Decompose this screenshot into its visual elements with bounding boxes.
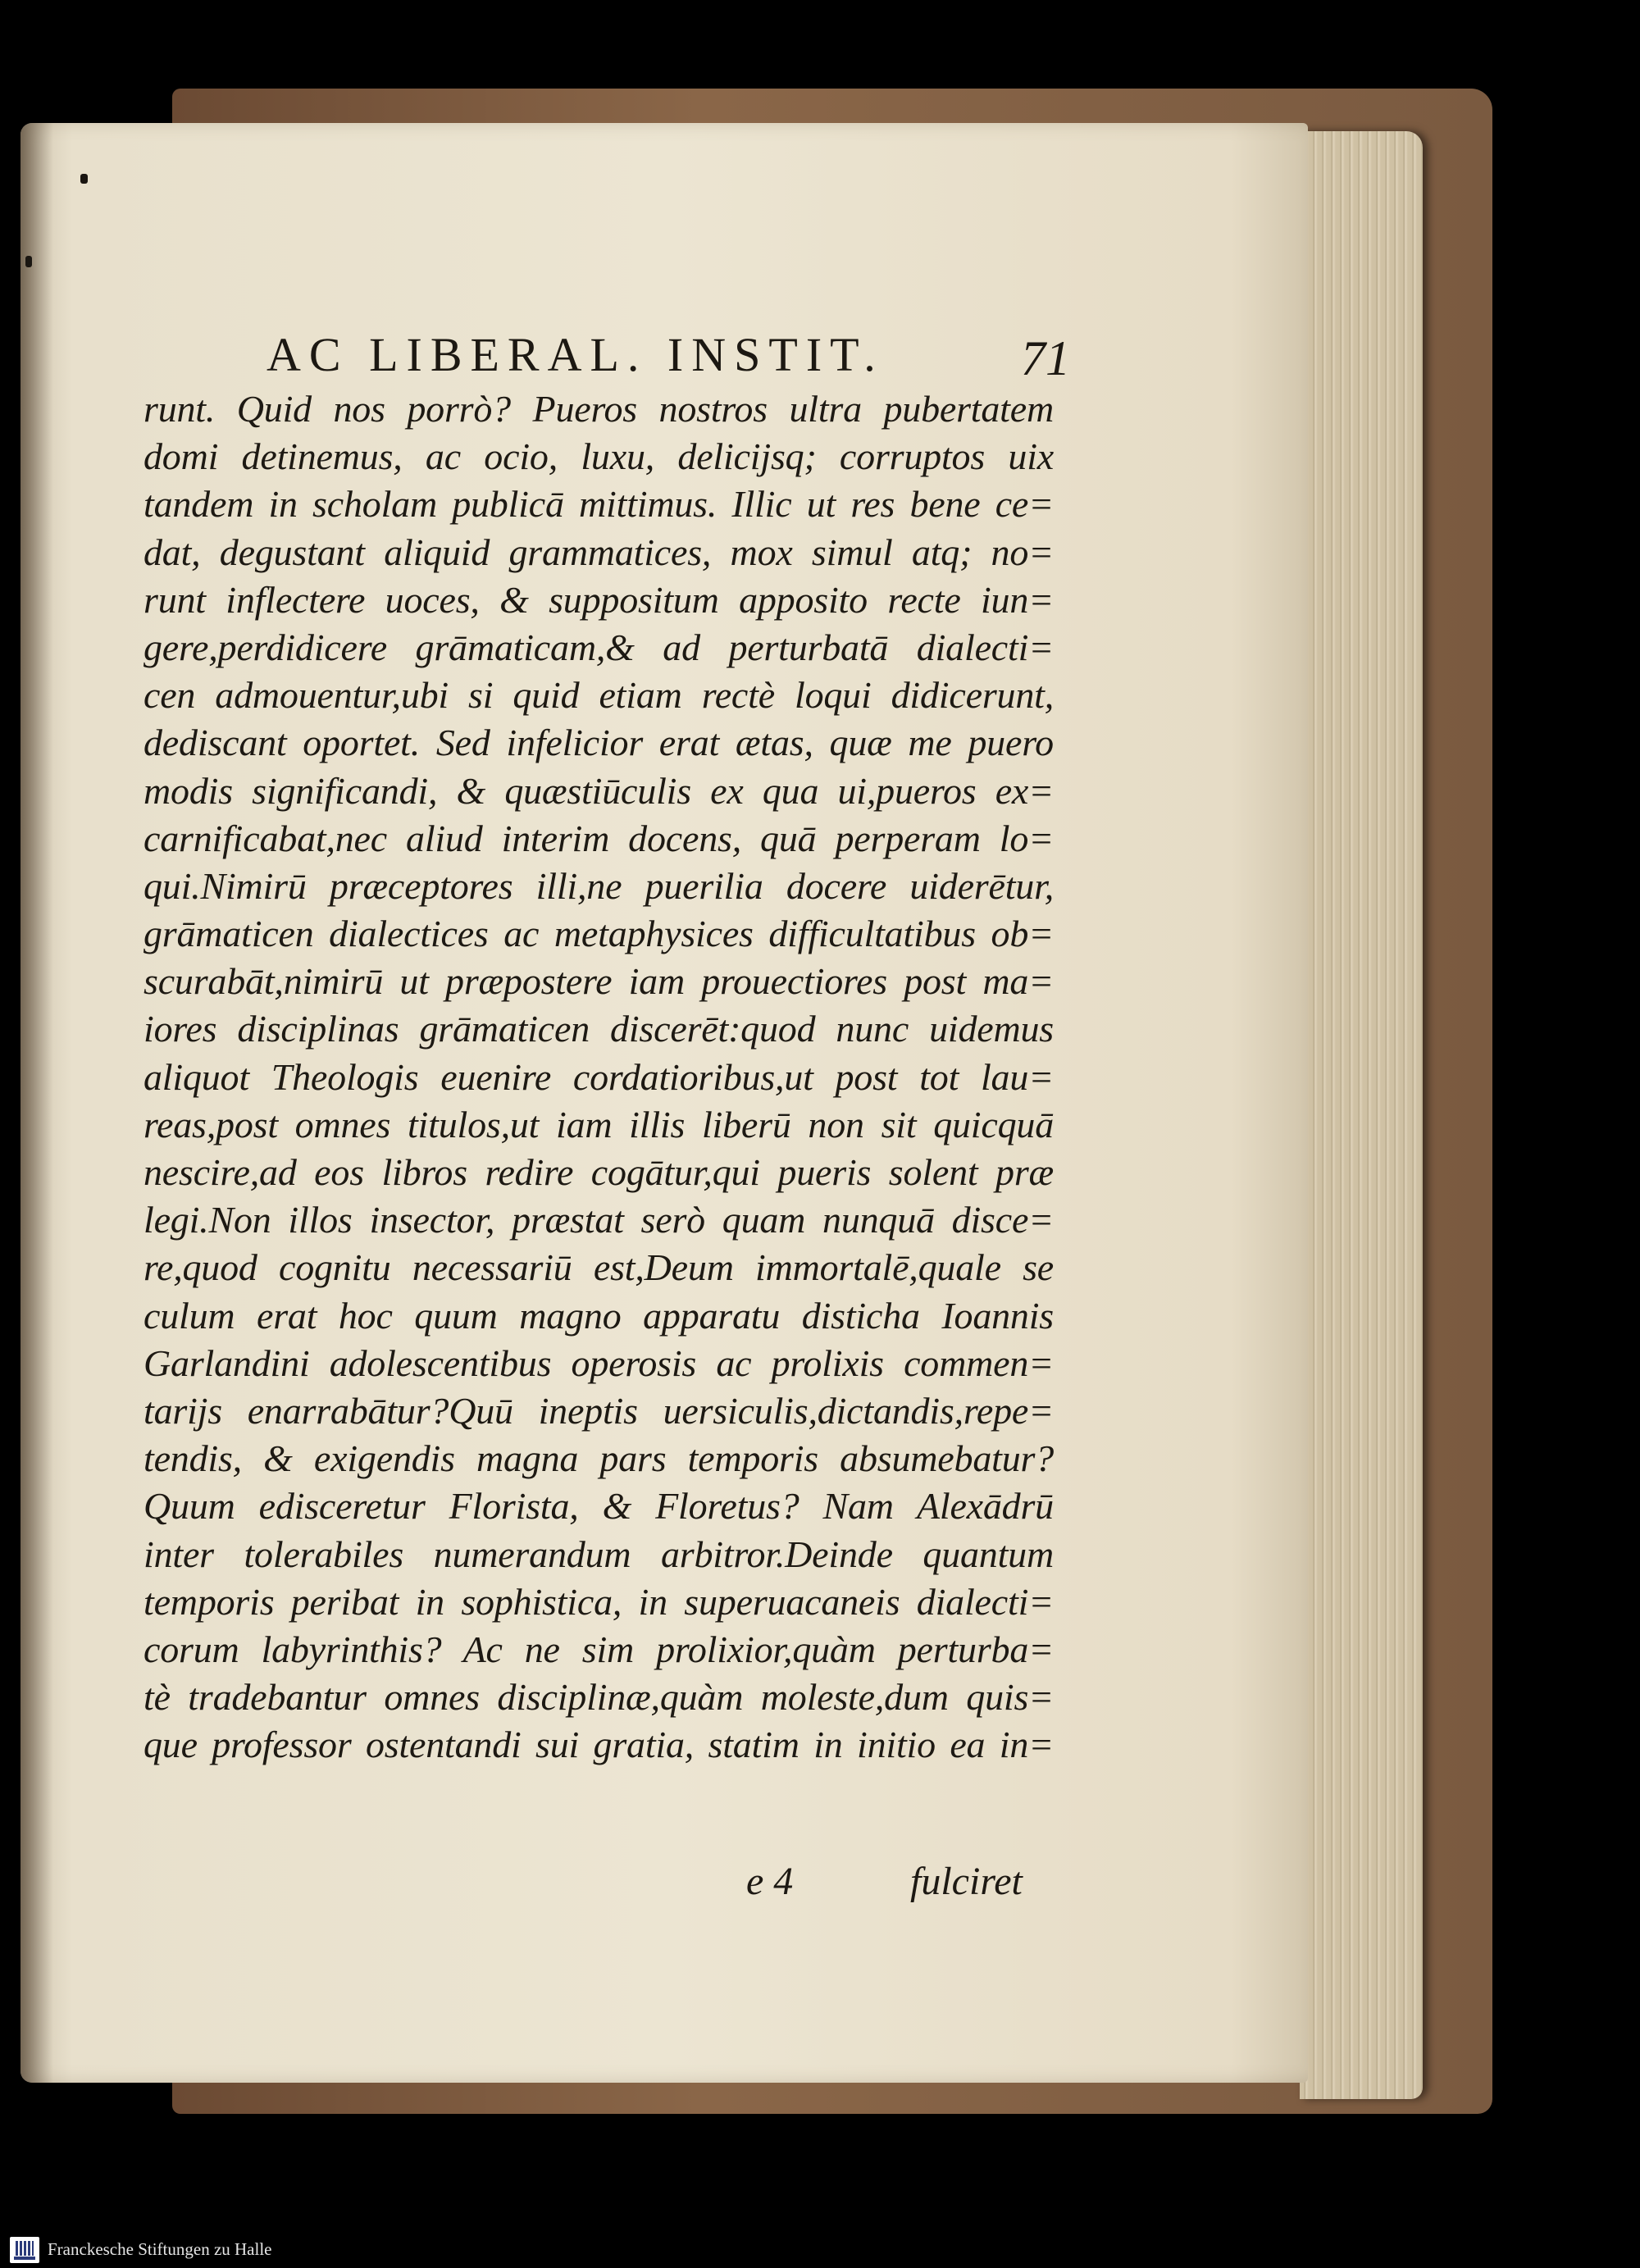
institution-logo-icon [10, 2237, 39, 2263]
text-line: temporis peribat in sophistica, in superuacaneis dialecti= [144, 1580, 1054, 1623]
institution-credit: Franckesche Stiftungen zu Halle [48, 2239, 272, 2259]
text-line: re,quod cognitu necessariū est,Deum immortalē,quale se [144, 1246, 1054, 1289]
catchword: fulciret [910, 1860, 1023, 1903]
text-line: nescire,ad eos libros redire cogātur,qui pueris solent præ [144, 1151, 1054, 1193]
text-line: tè tradebantur omnes disciplinæ,quàm moleste,dum quis= [144, 1676, 1054, 1719]
text-line: tarijs enarrabātur?Quū ineptis uersiculis,dictandis,repe= [144, 1389, 1054, 1432]
gutter-shadow [20, 123, 53, 2083]
page-footer-line [144, 1853, 1054, 1910]
text-line: que professor ostentandi sui gratia, statim in initio ea in= [144, 1724, 1054, 1766]
text-line: gere,perdidicere grāmaticam,& ad perturbatā dialecti= [144, 626, 1054, 668]
text-line: dediscant oportet. Sed infelicior erat ætas, quæ me puero [144, 722, 1054, 764]
text-line: domi detinemus, ac ocio, luxu, delicijsq; corruptos uix [144, 435, 1054, 478]
body-text [144, 385, 1054, 1769]
text-line: scurabāt,nimirū ut præpostere iam prouectiores post ma= [144, 960, 1054, 1003]
text-line: reas,post omnes titulos,ut iam illis liberū non sit quicquā [144, 1103, 1054, 1145]
text-line: tandem in scholam publicā mittimus. Illic ut res bene ce= [144, 483, 1054, 526]
page-stack-edge [1300, 131, 1423, 2099]
page-number: 71 [1021, 331, 1070, 385]
text-line: qui.Nimirū præceptores illi,ne puerilia docere uiderētur, [144, 864, 1054, 907]
text-line: runt inflectere uoces, & suppositum apposito recte iun= [144, 578, 1054, 621]
text-line: Quum edisceretur Florista, & Floretus? Nam Alexādrū [144, 1485, 1054, 1528]
text-line: aliquot Theologis euenire cordatioribus,ut post tot lau= [144, 1055, 1054, 1098]
text-line: tendis, & exigendis magna pars temporis absumebatur? [144, 1437, 1054, 1480]
signature-mark: e 4 [746, 1860, 794, 1903]
book-page [20, 123, 1308, 2083]
text-line: cen admouentur,ubi si quid etiam rectè loqui didicerunt, [144, 674, 1054, 717]
text-line: inter tolerabiles numerandum arbitror.Deinde quantum [144, 1532, 1054, 1575]
text-line: carnificabat,nec aliud interim docens, quā perperam lo= [144, 817, 1054, 859]
text-line: modis significandi, & quæstiūculis ex qua ui,pueros ex= [144, 769, 1054, 812]
text-line: corum labyrinthis? Ac ne sim prolixior,quàm perturba= [144, 1628, 1054, 1670]
text-line: Garlandini adolescentibus operosis ac prolixis commen= [144, 1341, 1054, 1384]
text-line: grāmaticen dialectices ac metaphysices difficultatibus ob= [144, 913, 1054, 955]
text-line: culum erat hoc quum magno apparatu disticha Ioannis [144, 1294, 1054, 1337]
text-line: legi.Non illos insector, præstat serò quam nunquā disce= [144, 1199, 1054, 1241]
text-line: dat, degustant aliquid grammatices, mox simul atq; no= [144, 531, 1054, 573]
text-line: iores disciplinas grāmaticen discerēt:quod nunc uidemus [144, 1008, 1054, 1050]
binding-mark [25, 256, 32, 267]
text-line: runt. Quid nos porrò? Pueros nostros ultra pubertatem [144, 388, 1054, 430]
binding-mark [80, 174, 88, 184]
viewer-footer-bar [0, 2230, 1640, 2268]
running-head-title: AC LIBERAL. INSTIT. [266, 328, 884, 381]
